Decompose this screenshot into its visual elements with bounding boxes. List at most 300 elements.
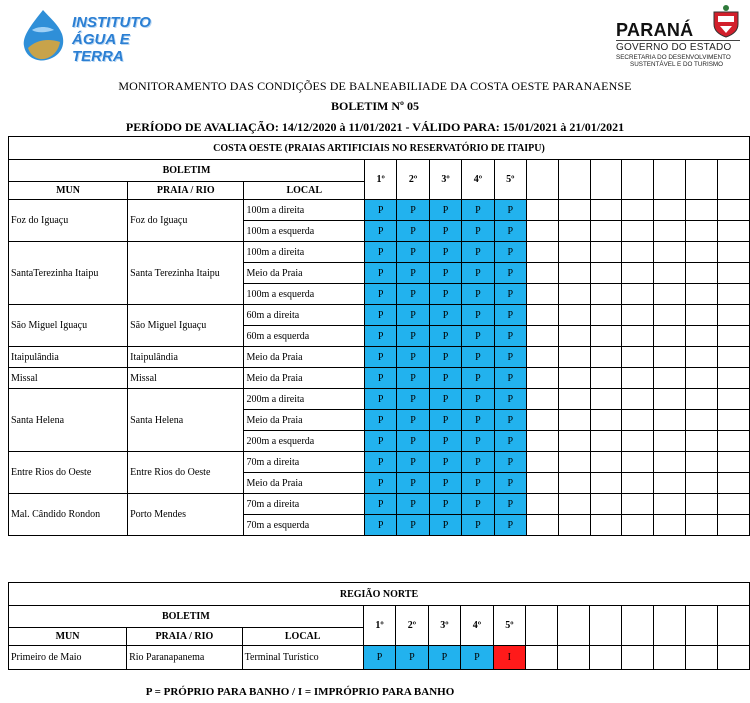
status-cell: P	[461, 646, 493, 670]
status-cell: P	[429, 431, 461, 452]
status-cell: P	[494, 368, 526, 389]
table-row	[9, 242, 750, 263]
empty-cell	[654, 494, 686, 515]
coat-of-arms-icon	[710, 4, 742, 38]
empty-cell	[686, 389, 718, 410]
municipality-cell: Missal	[9, 368, 128, 389]
empty-cell	[622, 431, 654, 452]
status-cell: P	[365, 221, 397, 242]
beach-cell: Santa Terezinha Itaipu	[128, 242, 244, 305]
empty-cell	[526, 494, 558, 515]
empty-cell	[686, 284, 718, 305]
municipality-cell: Foz do Iguaçu	[9, 200, 128, 242]
local-cell: Terminal Turístico	[242, 646, 363, 670]
status-cell: P	[494, 410, 526, 431]
status-cell: P	[429, 326, 461, 347]
status-cell: P	[365, 284, 397, 305]
local-cell: Meio da Praia	[244, 368, 365, 389]
empty-cell	[654, 305, 686, 326]
status-cell: P	[397, 326, 429, 347]
empty-cell	[718, 263, 750, 284]
empty-cell	[718, 326, 750, 347]
regiao-norte-table	[8, 582, 750, 670]
status-cell: P	[397, 410, 429, 431]
beach-cell: São Miguel Iguaçu	[128, 305, 244, 347]
empty-cell	[526, 242, 558, 263]
empty-cell	[718, 347, 750, 368]
empty-cell	[622, 326, 654, 347]
status-cell: P	[397, 494, 429, 515]
boletim-header: BOLETIM	[9, 606, 364, 628]
local-cell: Meio da Praia	[244, 473, 365, 494]
status-cell: P	[494, 473, 526, 494]
local-cell: 200m a direita	[244, 389, 365, 410]
local-cell: 100m a esquerda	[244, 284, 365, 305]
empty-cell	[558, 284, 590, 305]
status-cell: P	[429, 494, 461, 515]
status-cell: P	[429, 473, 461, 494]
empty-cell	[686, 410, 718, 431]
empty-cell	[685, 606, 717, 646]
empty-cell	[558, 515, 590, 536]
status-cell: P	[396, 646, 428, 670]
status-cell: P	[462, 242, 494, 263]
status-cell: P	[365, 242, 397, 263]
empty-cell	[558, 200, 590, 221]
table-row	[9, 347, 750, 368]
status-cell: P	[397, 284, 429, 305]
empty-cell	[718, 494, 750, 515]
local-cell: 100m a direita	[244, 200, 365, 221]
empty-cell	[654, 200, 686, 221]
local-cell: Meio da Praia	[244, 410, 365, 431]
header-row	[9, 606, 750, 628]
empty-cell	[686, 326, 718, 347]
report-title: MONITORAMENTO DAS CONDIÇÕES DE BALNEABILIADE DA COSTA OESTE PARANAENSE	[118, 79, 632, 93]
status-cell: P	[429, 200, 461, 221]
municipality-cell: Entre Rios do Oeste	[9, 452, 128, 494]
empty-cell	[654, 473, 686, 494]
empty-cell	[686, 452, 718, 473]
status-cell: P	[462, 263, 494, 284]
empty-cell	[622, 347, 654, 368]
empty-cell	[526, 284, 558, 305]
empty-cell	[622, 200, 654, 221]
empty-cell	[718, 284, 750, 305]
empty-cell	[526, 160, 558, 200]
status-cell: P	[429, 347, 461, 368]
empty-cell	[621, 646, 653, 670]
empty-cell	[717, 606, 749, 646]
status-cell: P	[397, 389, 429, 410]
local-cell: Meio da Praia	[244, 347, 365, 368]
empty-cell	[558, 242, 590, 263]
empty-cell	[718, 221, 750, 242]
status-cell: P	[494, 284, 526, 305]
bulletin-number-header: 3º	[428, 606, 460, 646]
empty-cell	[622, 242, 654, 263]
empty-cell	[718, 242, 750, 263]
status-cell: P	[429, 284, 461, 305]
water-drop-icon	[18, 8, 68, 62]
status-cell: P	[365, 431, 397, 452]
status-cell: P	[429, 452, 461, 473]
empty-cell	[558, 389, 590, 410]
empty-cell	[558, 410, 590, 431]
empty-cell	[686, 242, 718, 263]
empty-cell	[686, 160, 718, 200]
status-legend: P = PRÓPRIO PARA BANHO / I = IMPRÓPRIO PARA BANHO	[145, 686, 455, 698]
table-row	[9, 452, 750, 473]
beach-cell: Entre Rios do Oeste	[128, 452, 244, 494]
empty-cell	[685, 646, 717, 670]
parana-government-logo	[612, 4, 742, 66]
empty-cell	[526, 431, 558, 452]
status-cell: P	[494, 305, 526, 326]
status-cell: P	[397, 347, 429, 368]
empty-cell	[622, 263, 654, 284]
praia-header: PRAIA / RIO	[127, 628, 243, 646]
empty-cell	[558, 160, 590, 200]
empty-cell	[526, 200, 558, 221]
status-cell: P	[397, 305, 429, 326]
empty-cell	[654, 368, 686, 389]
status-cell: P	[462, 326, 494, 347]
empty-cell	[590, 200, 622, 221]
status-cell: P	[397, 221, 429, 242]
empty-cell	[590, 347, 622, 368]
status-cell: P	[397, 431, 429, 452]
status-cell: I	[493, 646, 525, 670]
status-cell: P	[397, 368, 429, 389]
status-cell: P	[462, 200, 494, 221]
empty-cell	[590, 263, 622, 284]
empty-cell	[622, 284, 654, 305]
status-cell: P	[494, 452, 526, 473]
empty-cell	[686, 221, 718, 242]
empty-cell	[590, 305, 622, 326]
table-row	[9, 494, 750, 515]
empty-cell	[526, 452, 558, 473]
status-cell: P	[397, 452, 429, 473]
status-cell: P	[494, 494, 526, 515]
empty-cell	[590, 160, 622, 200]
empty-cell	[590, 242, 622, 263]
empty-cell	[654, 389, 686, 410]
empty-cell	[718, 368, 750, 389]
status-cell: P	[428, 646, 460, 670]
empty-cell	[654, 263, 686, 284]
status-cell: P	[462, 389, 494, 410]
status-cell: P	[494, 515, 526, 536]
bulletin-number-header: 2º	[397, 160, 429, 200]
instituto-agua-e-terra-logo	[12, 6, 152, 64]
empty-cell	[622, 473, 654, 494]
empty-cell	[526, 368, 558, 389]
praia-header: PRAIA / RIO	[128, 182, 244, 200]
status-cell: P	[429, 305, 461, 326]
status-cell: P	[462, 452, 494, 473]
status-cell: P	[462, 515, 494, 536]
status-cell: P	[365, 515, 397, 536]
empty-cell	[718, 305, 750, 326]
empty-cell	[718, 160, 750, 200]
region-title-row	[9, 583, 750, 606]
status-cell: P	[429, 389, 461, 410]
boletim-header: BOLETIM	[9, 160, 365, 182]
empty-cell	[558, 263, 590, 284]
empty-cell	[654, 242, 686, 263]
empty-cell	[653, 606, 685, 646]
region-title: COSTA OESTE (PRAIAS ARTIFICIAIS NO RESERVATÓRIO DE ITAIPU)	[9, 137, 750, 160]
status-cell: P	[494, 242, 526, 263]
status-cell: P	[429, 515, 461, 536]
empty-cell	[526, 326, 558, 347]
empty-cell	[590, 431, 622, 452]
local-cell: 100m a esquerda	[244, 221, 365, 242]
empty-cell	[622, 494, 654, 515]
region-title: REGIÃO NORTE	[9, 583, 750, 606]
empty-cell	[654, 347, 686, 368]
region-title-row	[9, 137, 750, 160]
status-cell: P	[462, 284, 494, 305]
empty-cell	[526, 347, 558, 368]
empty-cell	[686, 305, 718, 326]
status-cell: P	[462, 473, 494, 494]
state-name: PARANÁ	[616, 20, 694, 40]
table-row	[9, 389, 750, 410]
empty-cell	[590, 389, 622, 410]
empty-cell	[526, 606, 558, 646]
empty-cell	[590, 326, 622, 347]
status-cell: P	[365, 494, 397, 515]
empty-cell	[686, 200, 718, 221]
bulletin-number-header: 4º	[461, 606, 493, 646]
status-cell: P	[397, 515, 429, 536]
status-cell: P	[429, 242, 461, 263]
empty-cell	[622, 305, 654, 326]
empty-cell	[558, 431, 590, 452]
status-cell: P	[462, 347, 494, 368]
status-cell: P	[365, 347, 397, 368]
status-cell: P	[365, 473, 397, 494]
municipality-cell: Itaipulândia	[9, 347, 128, 368]
empty-cell	[686, 368, 718, 389]
mun-header: MUN	[9, 182, 128, 200]
empty-cell	[590, 452, 622, 473]
local-cell: 100m a direita	[244, 242, 365, 263]
status-cell: P	[494, 263, 526, 284]
empty-cell	[590, 368, 622, 389]
empty-cell	[718, 410, 750, 431]
empty-cell	[558, 305, 590, 326]
beach-cell: Porto Mendes	[128, 494, 244, 536]
empty-cell	[686, 494, 718, 515]
status-cell: P	[429, 263, 461, 284]
bulletin-number-header: 4º	[462, 160, 494, 200]
empty-cell	[590, 221, 622, 242]
empty-cell	[654, 431, 686, 452]
bulletin-number-header: 2º	[396, 606, 428, 646]
empty-cell	[654, 160, 686, 200]
empty-cell	[526, 263, 558, 284]
status-cell: P	[462, 494, 494, 515]
empty-cell	[653, 646, 685, 670]
empty-cell	[622, 368, 654, 389]
empty-cell	[526, 515, 558, 536]
bulletin-number: BOLETIM Nº 05	[331, 99, 419, 113]
status-cell: P	[494, 389, 526, 410]
empty-cell	[686, 347, 718, 368]
empty-cell	[718, 515, 750, 536]
empty-cell	[558, 326, 590, 347]
beach-cell: Santa Helena	[128, 389, 244, 452]
empty-cell	[718, 473, 750, 494]
empty-cell	[686, 263, 718, 284]
empty-cell	[654, 452, 686, 473]
status-cell: P	[462, 431, 494, 452]
status-cell: P	[365, 305, 397, 326]
municipality-cell: Primeiro de Maio	[9, 646, 127, 670]
evaluation-period: PERÍODO DE AVALIAÇÃO: 14/12/2020 à 11/01/2021 - VÁLIDO PARA: 15/01/2021 à 21/01/2021	[125, 120, 625, 134]
municipality-cell: São Miguel Iguaçu	[9, 305, 128, 347]
status-cell: P	[365, 389, 397, 410]
empty-cell	[590, 646, 622, 670]
empty-cell	[622, 160, 654, 200]
secretaria-line2: SUSTENTÁVEL E DO TURISMO	[630, 61, 724, 68]
local-cell: 70m a direita	[244, 452, 365, 473]
local-header: LOCAL	[244, 182, 365, 200]
status-cell: P	[397, 263, 429, 284]
status-cell: P	[429, 368, 461, 389]
status-cell: P	[462, 221, 494, 242]
empty-cell	[526, 389, 558, 410]
empty-cell	[526, 305, 558, 326]
local-cell: 60m a esquerda	[244, 326, 365, 347]
status-cell: P	[397, 473, 429, 494]
empty-cell	[654, 326, 686, 347]
empty-cell	[622, 410, 654, 431]
empty-cell	[718, 431, 750, 452]
status-cell: P	[494, 347, 526, 368]
municipality-cell: Mal. Cândido Rondon	[9, 494, 128, 536]
status-cell: P	[365, 326, 397, 347]
local-header: LOCAL	[242, 628, 363, 646]
bulletin-number-header: 1º	[363, 606, 395, 646]
status-cell: P	[494, 326, 526, 347]
status-cell: P	[462, 410, 494, 431]
empty-cell	[718, 452, 750, 473]
empty-cell	[686, 431, 718, 452]
logo-text-line2: ÁGUA E TERRA	[72, 31, 130, 65]
bulletin-number-header: 3º	[429, 160, 461, 200]
empty-cell	[654, 221, 686, 242]
empty-cell	[558, 606, 590, 646]
bulletin-number-header: 5º	[494, 160, 526, 200]
empty-cell	[558, 221, 590, 242]
empty-cell	[622, 221, 654, 242]
table-row	[9, 368, 750, 389]
beach-cell: Rio Paranapanema	[127, 646, 243, 670]
status-cell: P	[494, 200, 526, 221]
costa-oeste-table	[8, 136, 750, 536]
empty-cell	[558, 347, 590, 368]
empty-cell	[526, 646, 558, 670]
table-row	[9, 646, 750, 670]
logo-text-line1: INSTITUTO	[72, 14, 151, 31]
status-cell: P	[365, 410, 397, 431]
local-cell: 70m a esquerda	[244, 515, 365, 536]
empty-cell	[590, 410, 622, 431]
status-cell: P	[363, 646, 395, 670]
local-cell: 200m a esquerda	[244, 431, 365, 452]
empty-cell	[590, 515, 622, 536]
empty-cell	[718, 389, 750, 410]
table-row	[9, 200, 750, 221]
local-cell: Meio da Praia	[244, 263, 365, 284]
status-cell: P	[397, 242, 429, 263]
beach-cell: Itaipulândia	[128, 347, 244, 368]
empty-cell	[558, 646, 590, 670]
empty-cell	[558, 494, 590, 515]
bulletin-number-header: 5º	[493, 606, 525, 646]
empty-cell	[718, 200, 750, 221]
empty-cell	[558, 368, 590, 389]
municipality-cell: SantaTerezinha Itaipu	[9, 242, 128, 305]
header-row	[9, 160, 750, 182]
status-cell: P	[462, 368, 494, 389]
empty-cell	[686, 473, 718, 494]
table-row	[9, 305, 750, 326]
empty-cell	[621, 606, 653, 646]
status-cell: P	[494, 431, 526, 452]
empty-cell	[590, 494, 622, 515]
empty-cell	[654, 515, 686, 536]
empty-cell	[622, 515, 654, 536]
empty-cell	[590, 606, 622, 646]
bulletin-number-header: 1º	[365, 160, 397, 200]
status-cell: P	[365, 263, 397, 284]
status-cell: P	[365, 368, 397, 389]
government-label: GOVERNO DO ESTADO	[616, 42, 732, 53]
empty-cell	[526, 473, 558, 494]
municipality-cell: Santa Helena	[9, 389, 128, 452]
empty-cell	[526, 221, 558, 242]
empty-cell	[686, 515, 718, 536]
status-cell: P	[365, 200, 397, 221]
status-cell: P	[365, 452, 397, 473]
empty-cell	[590, 284, 622, 305]
mun-header: MUN	[9, 628, 127, 646]
empty-cell	[654, 410, 686, 431]
status-cell: P	[397, 200, 429, 221]
secretaria-line1: SECRETARIA DO DESENVOLVIMENTO	[616, 54, 731, 61]
status-cell: P	[462, 305, 494, 326]
status-cell: P	[429, 410, 461, 431]
empty-cell	[558, 452, 590, 473]
beach-cell: Foz do Iguaçu	[128, 200, 244, 242]
status-cell: P	[494, 221, 526, 242]
empty-cell	[622, 452, 654, 473]
local-cell: 70m a direita	[244, 494, 365, 515]
empty-cell	[717, 646, 749, 670]
empty-cell	[590, 473, 622, 494]
status-cell: P	[429, 221, 461, 242]
local-cell: 60m a direita	[244, 305, 365, 326]
beach-cell: Missal	[128, 368, 244, 389]
empty-cell	[558, 473, 590, 494]
empty-cell	[654, 284, 686, 305]
